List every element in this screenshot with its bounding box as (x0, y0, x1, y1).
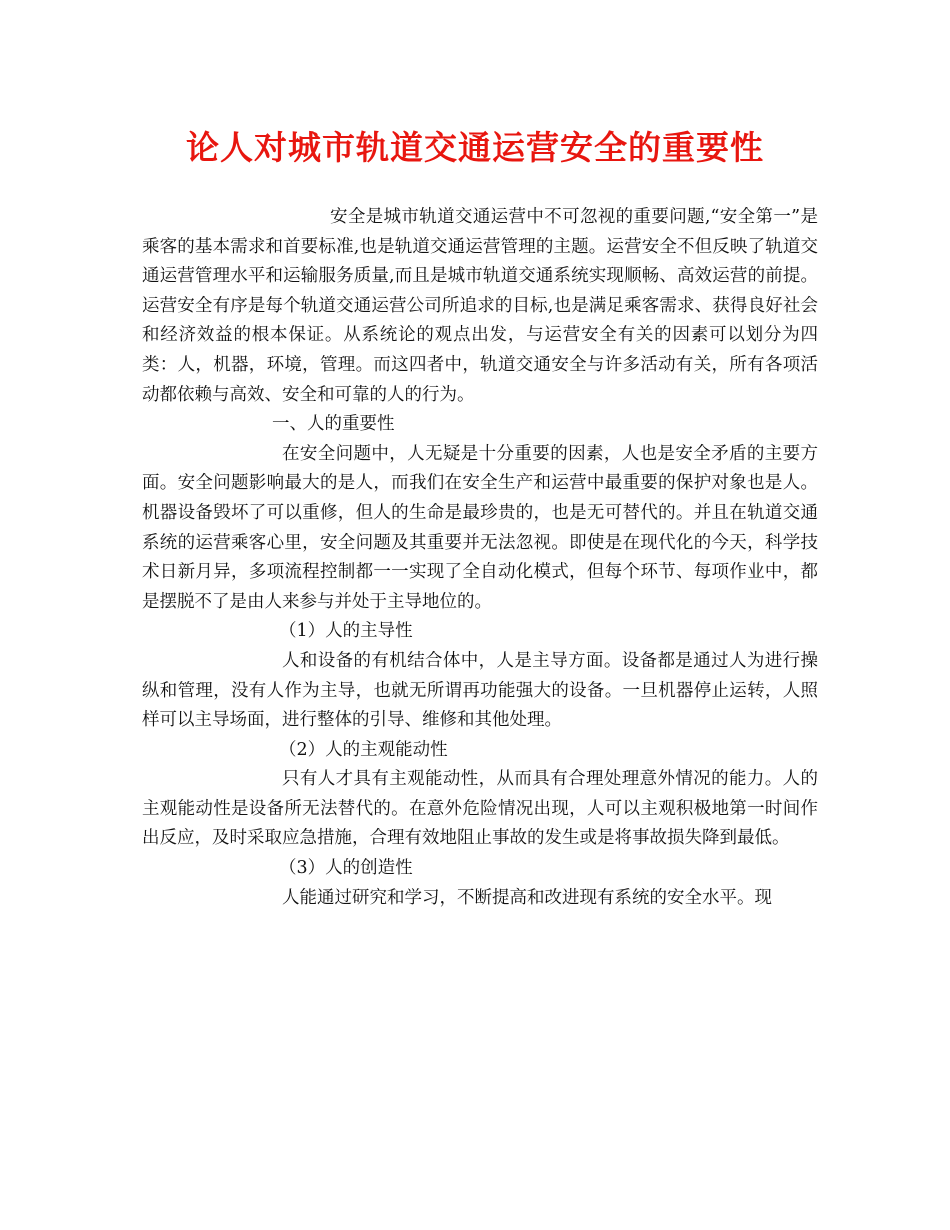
subsection-paragraph-dominance: 人和设备的有机结合体中，人是主导方面。设备都是通过人为进行操纵和管理，没有人作为主导，也就无所谓再功能强大的设备。一旦机器停止运转，人照样可以主导场面，进行整体的引导、维修和其他处理。 (142, 650, 818, 731)
section-paragraph-human-importance: 在安全问题中，人无疑是十分重要的因素，人也是安全矛盾的主要方面。安全问题影响最大的是人，而我们在安全生产和运营中最重要的保护对象也是人。机器设备毁坏了可以重修，但人的生命是最珍贵的，也是无可替代的。并且在轨道交通系统的运营乘客心里，安全问题及其重要并无法忽视。即使是在现代化的今天，科学技术日新月异，多项流程控制都一一实现了全自动化模式，但每个环节、每项作业中，都是摆脱不了是由人来参与并处于主导地位的。 (142, 443, 818, 612)
subsection-heading-initiative: （2）人的主观能动性 (279, 739, 448, 760)
subsection-heading-creativity: （3）人的创造性 (279, 858, 413, 879)
document-title: 论人对城市轨道交通运营安全的重要性 (186, 128, 764, 167)
subsection-paragraph-creativity: 人能通过研究和学习，不断提高和改进现有系统的安全水平。现 (282, 887, 772, 908)
document-body (142, 203, 818, 913)
intro-paragraph: 安全是城市轨道交通运营中不可忽视的重要问题,“安全第一”是乘客的基本需求和首要标准,也是轨道交通运营管理的主题。运营安全不但反映了轨道交通运营管理水平和运输服务质量,而且是城市轨道交通系统实现顺畅、高效运营的前提。 运营安全有序是每个轨道交通运营公司所追求的目标,也是满足乘客需求、获得良好社会和经济效益的根本保证。从系统论的观点出发，与运营安全有关的因素可以划分为四类：人，机器，环境，管理。而这四者中，轨道交通安全与许多活动有关，所有各项活动都依赖与高效、安全和可靠的人的行为。 (142, 207, 818, 405)
section-heading-human-importance: 一、人的重要性 (272, 414, 395, 435)
subsection-heading-dominance: （1）人的主导性 (279, 621, 413, 642)
subsection-paragraph-initiative: 只有人才具有主观能动性，从而具有合理处理意外情况的能力。人的主观能动性是设备所无法替代的。在意外危险情况出现，人可以主观积极地第一时间作出反应，及时采取应急措施，合理有效地阻止事故的发生或是将事故损失降到最低。 (142, 769, 818, 849)
